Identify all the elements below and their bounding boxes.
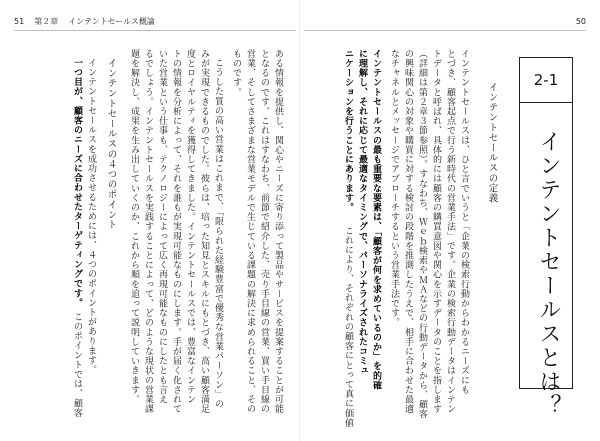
text-line: このポイントでは、顧客 bbox=[72, 312, 82, 418]
text-line: こうした質の高い営業はこれまで、「限られた経験豊富で優秀な営業パーソン」の bbox=[213, 58, 223, 409]
section-title: インテントセールスとは？ bbox=[536, 130, 561, 418]
text-line: 度とロイヤルティを獲得してきました。インテントセールスでは、豊富なインテン bbox=[185, 49, 195, 405]
emphasis-line: ニケーションを行うことにあります。 bbox=[343, 49, 353, 213]
text-line: インテントセールスを成功させるためには、４つのポイントがあります。 bbox=[86, 58, 96, 375]
left-header-rule bbox=[14, 30, 296, 31]
chapter-label: 第２章 bbox=[34, 16, 59, 26]
text-line: これにより、それぞれの顧客にとって真に価値 bbox=[343, 226, 353, 428]
text-line: みが実現できるものでした。彼らは、培った知見とスキルにもとづき、高い顧客満足 bbox=[199, 49, 209, 414]
right-running-header bbox=[576, 14, 586, 28]
text-line: るでしょう。インテントセールスを実践することによって、どのような現状の営業課 bbox=[143, 49, 153, 414]
text-line: となるのです。これはすなわち、前節で紹介した、売り手目線の営業、買い手目線の bbox=[259, 49, 269, 414]
text-line: ある情報を提供し、関心やニーズに寄り添って製品やサービスを提案することが可能 bbox=[273, 49, 283, 414]
text-line: ものです。 bbox=[231, 49, 241, 97]
right-page-number: 50 bbox=[575, 16, 586, 26]
page-gutter bbox=[299, 0, 300, 441]
left-running-header bbox=[14, 14, 155, 28]
text-line: トデータと呼ばれ、具体的には顧客の購買意図や関心を示すデータのことを指します bbox=[431, 49, 441, 414]
chapter-title: インテントセールス概論 bbox=[68, 16, 155, 26]
text-line: （詳細は第２章３節参照）。すなわち、Ｗｅｂ検索やＭＡなどの行動データから、顧客 bbox=[417, 49, 427, 419]
emphasis-line: 一つ目が、顧客のニーズに合わせたターゲティングです。 bbox=[72, 58, 82, 308]
text-line: 題を解決し、成果を生み出していくのか、これから順を追って説明していきます。 bbox=[129, 49, 139, 405]
text-line: とづき、顧客起点で行う新時代の営業手法」です。企業の検索行動データはインテン bbox=[445, 49, 455, 414]
left-page-number: 51 bbox=[14, 16, 25, 26]
section-heading-box bbox=[519, 57, 573, 418]
small-heading: インテントセールスの４つのポイント bbox=[105, 58, 117, 230]
section-number: 2-1 bbox=[520, 58, 572, 103]
text-line: トの情報を分析によって、それを誰もが実現可能なものにします。手が届く化されて bbox=[171, 49, 181, 414]
right-header-rule bbox=[304, 30, 586, 31]
text-line: 営業、そしてさまざまな営業モデルで生じている課題の解決に求められること、その bbox=[245, 49, 255, 414]
emphasis-line: に理解し、それに応じて最適なタイミングで、パーソナライズされたコミュ bbox=[357, 49, 367, 376]
text-line: インテントセールスは、ひと言でいうと「企業の検索行動からわかるニーズにも bbox=[459, 49, 469, 395]
text-line: なチャネルとメッセージでアプローチするという営業手法です。 bbox=[389, 49, 399, 328]
text-line: の興味関心の対象や購買に対する検討の段階を推測したうえで、相手に合わせた最適 bbox=[403, 49, 413, 414]
text-line: いた営業という仕事も、テクノロジーによって広く再現可能なものにしたとも言え bbox=[157, 49, 167, 405]
subheading: インテントセールスの定義 bbox=[486, 82, 498, 204]
emphasis-line: インテントセールスの最も重要な要素は、「顧客が何を求めているのか」を的確 bbox=[371, 49, 381, 391]
